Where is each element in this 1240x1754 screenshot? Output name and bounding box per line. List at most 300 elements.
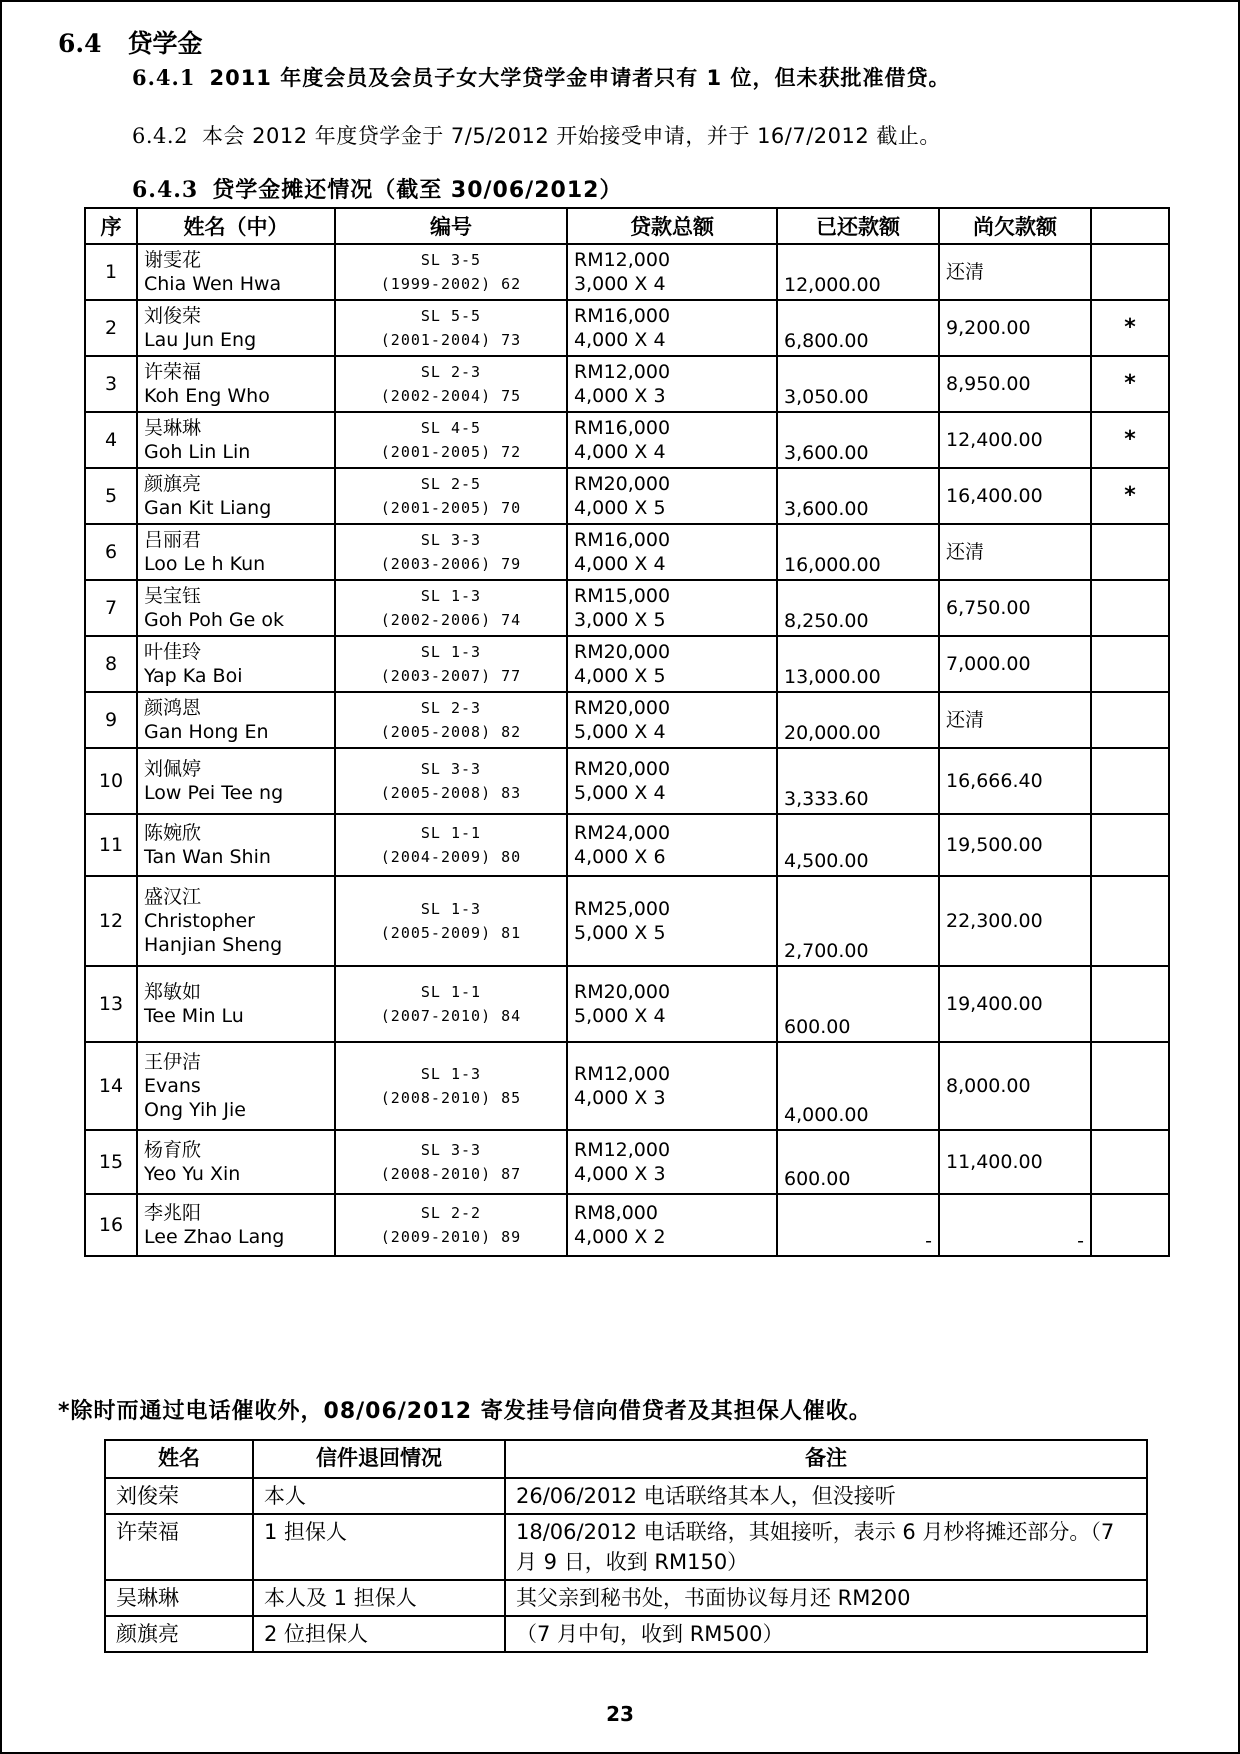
amount-paid-value: 600.00 xyxy=(784,1016,851,1038)
borrower-name xyxy=(137,356,335,412)
amount-paid-value: 3,600.00 xyxy=(784,498,869,520)
code-period: (2007-2010) 84 xyxy=(380,1007,522,1025)
loan-total xyxy=(567,580,777,636)
loan-table-body xyxy=(85,244,1169,1256)
amount-paid-value: 12,000.00 xyxy=(784,274,881,296)
remark: 26/06/2012 电话联络其本人，但没接听 xyxy=(505,1478,1147,1514)
table-row xyxy=(85,580,1169,636)
total-amount: RM20,000 xyxy=(574,697,671,719)
code-period: (2001-2005) 70 xyxy=(380,499,522,517)
loan-code xyxy=(335,1130,567,1194)
installment-plan: 4,000 X 3 xyxy=(574,1163,666,1185)
loan-total xyxy=(567,412,777,468)
table-row xyxy=(85,412,1169,468)
amount-paid-value: 2,700.00 xyxy=(784,940,869,962)
reminder-mark xyxy=(1091,1130,1169,1194)
total-amount: RM16,000 xyxy=(574,305,671,327)
code-series: SL 2-3 xyxy=(420,699,482,717)
reminder-mark: * xyxy=(1091,356,1169,412)
table-row xyxy=(85,692,1169,748)
installment-plan: 4,000 X 5 xyxy=(574,665,666,687)
total-amount: RM12,000 xyxy=(574,1139,671,1161)
name-english: Goh Poh Ge ok xyxy=(144,609,284,631)
row-number: 11 xyxy=(85,814,137,876)
header-total: 贷款总额 xyxy=(567,208,777,244)
amount-paid xyxy=(777,468,939,524)
header-no: 序 xyxy=(85,208,137,244)
amount-paid xyxy=(777,412,939,468)
amount-paid xyxy=(777,748,939,814)
borrower-name xyxy=(137,580,335,636)
code-period: (2003-2006) 79 xyxy=(380,555,522,573)
borrower-name xyxy=(137,300,335,356)
borrower-name: 吴琳琳 xyxy=(105,1580,253,1616)
row-number: 8 xyxy=(85,636,137,692)
balance-due-value: 还清 xyxy=(946,541,985,563)
name-chinese: 颜旗亮 xyxy=(144,473,202,495)
balance-due-value: 12,400.00 xyxy=(946,429,1043,451)
name-english: Chia Wen Hwa xyxy=(144,273,282,295)
borrower-name xyxy=(137,692,335,748)
loan-code xyxy=(335,1042,567,1130)
table-row xyxy=(105,1478,1147,1514)
row-number: 9 xyxy=(85,692,137,748)
row-number: 5 xyxy=(85,468,137,524)
section-heading xyxy=(58,24,203,60)
loan-code xyxy=(335,580,567,636)
borrower-name xyxy=(137,412,335,468)
balance-due xyxy=(939,966,1091,1042)
installment-plan: 5,000 X 4 xyxy=(574,1005,666,1027)
balance-due-value: 还清 xyxy=(946,709,985,731)
loan-total xyxy=(567,636,777,692)
amount-paid-value: 13,000.00 xyxy=(784,666,881,688)
installment-plan: 4,000 X 3 xyxy=(574,1087,666,1109)
name-english: Lee Zhao Lang xyxy=(144,1226,285,1248)
name-english: Ong Yih Jie xyxy=(144,1099,246,1121)
balance-due xyxy=(939,748,1091,814)
table-row xyxy=(85,876,1169,966)
name-english: Tee Min Lu xyxy=(144,1005,244,1027)
amount-paid xyxy=(777,692,939,748)
name-chinese: 王伊洁 xyxy=(144,1051,202,1073)
loan-code xyxy=(335,636,567,692)
reminder-mark xyxy=(1091,1194,1169,1256)
code-period: (2005-2009) 81 xyxy=(380,924,522,942)
code-period: (2008-2010) 85 xyxy=(380,1089,522,1107)
code-period: (2001-2005) 72 xyxy=(380,443,522,461)
reminder-mark xyxy=(1091,692,1169,748)
code-series: SL 1-3 xyxy=(420,1065,482,1083)
borrower-name xyxy=(137,1042,335,1130)
row-number: 4 xyxy=(85,412,137,468)
name-english: Christopher xyxy=(144,910,255,932)
name-chinese: 郑敏如 xyxy=(144,981,202,1003)
borrower-name: 颜旗亮 xyxy=(105,1616,253,1652)
name-chinese: 叶佳玲 xyxy=(144,641,202,663)
balance-due xyxy=(939,244,1091,300)
loan-code xyxy=(335,692,567,748)
name-chinese: 吴琳琳 xyxy=(144,417,202,439)
loan-total xyxy=(567,814,777,876)
paragraph-number: 6.4.1 xyxy=(132,65,196,90)
table-row xyxy=(85,814,1169,876)
row-number: 3 xyxy=(85,356,137,412)
name-english: Koh Eng Who xyxy=(144,385,270,407)
name-chinese: 盛汉江 xyxy=(144,886,202,908)
loan-code xyxy=(335,1194,567,1256)
loan-total xyxy=(567,356,777,412)
code-period: (2009-2010) 89 xyxy=(380,1228,522,1246)
code-period: (1999-2002) 62 xyxy=(380,275,522,293)
name-chinese: 刘俊荣 xyxy=(144,305,202,327)
loan-total xyxy=(567,1194,777,1256)
row-number: 14 xyxy=(85,1042,137,1130)
loan-code xyxy=(335,300,567,356)
reminder-mark xyxy=(1091,244,1169,300)
letter-status: 2 位担保人 xyxy=(253,1616,505,1652)
balance-due-value: 16,666.40 xyxy=(946,770,1043,792)
reminder-mark: * xyxy=(1091,468,1169,524)
balance-due xyxy=(939,300,1091,356)
installment-plan: 4,000 X 4 xyxy=(574,329,666,351)
name-english: Hanjian Sheng xyxy=(144,934,283,956)
balance-due xyxy=(939,412,1091,468)
header-paid: 已还款额 xyxy=(777,208,939,244)
name-english: Lau Jun Eng xyxy=(144,329,257,351)
amount-paid xyxy=(777,300,939,356)
amount-paid-value: 3,050.00 xyxy=(784,386,869,408)
row-number: 13 xyxy=(85,966,137,1042)
table-row xyxy=(105,1580,1147,1616)
loan-total xyxy=(567,692,777,748)
remark: 18/06/2012 电话联络，其姐接听，表示 6 月杪将摊还部分。（7 月 9 日，收到 RM150） xyxy=(505,1514,1147,1580)
name-english: Yeo Yu Xin xyxy=(144,1163,241,1185)
reminder-mark xyxy=(1091,580,1169,636)
code-series: SL 3-3 xyxy=(420,531,482,549)
borrower-name xyxy=(137,636,335,692)
balance-due xyxy=(939,524,1091,580)
table-row xyxy=(85,300,1169,356)
balance-due xyxy=(939,580,1091,636)
header-name: 姓名 xyxy=(105,1440,253,1478)
letter-status: 1 担保人 xyxy=(253,1514,505,1580)
loan-total xyxy=(567,244,777,300)
total-amount: RM25,000 xyxy=(574,898,671,920)
code-series: SL 3-3 xyxy=(420,1141,482,1159)
balance-due-value: 8,000.00 xyxy=(946,1075,1031,1097)
code-period: (2002-2006) 74 xyxy=(380,611,522,629)
amount-paid-value: 600.00 xyxy=(784,1168,851,1190)
total-amount: RM20,000 xyxy=(574,641,671,663)
loan-total xyxy=(567,300,777,356)
loan-total xyxy=(567,966,777,1042)
loan-code xyxy=(335,748,567,814)
code-series: SL 1-3 xyxy=(420,643,482,661)
installment-plan: 4,000 X 6 xyxy=(574,846,666,868)
paragraph-number: 6.4.2 xyxy=(132,124,188,148)
name-chinese: 谢雯花 xyxy=(144,249,202,271)
amount-paid-value: 4,000.00 xyxy=(784,1104,869,1126)
amount-paid-value: - xyxy=(925,1230,932,1252)
amount-paid-value: 20,000.00 xyxy=(784,722,881,744)
balance-due-value: 还清 xyxy=(946,261,985,283)
table-row xyxy=(85,748,1169,814)
installment-plan: 3,000 X 5 xyxy=(574,609,666,631)
borrower-name xyxy=(137,814,335,876)
balance-due xyxy=(939,1194,1091,1256)
name-english: Loo Le h Kun xyxy=(144,553,266,575)
name-chinese: 杨育欣 xyxy=(144,1139,202,1161)
row-number: 1 xyxy=(85,244,137,300)
balance-due-value: 7,000.00 xyxy=(946,653,1031,675)
borrower-name xyxy=(137,468,335,524)
installment-plan: 4,000 X 4 xyxy=(574,553,666,575)
total-amount: RM20,000 xyxy=(574,473,671,495)
code-period: (2005-2008) 82 xyxy=(380,723,522,741)
name-chinese: 李兆阳 xyxy=(144,1202,202,1224)
code-series: SL 2-3 xyxy=(420,363,482,381)
paragraph-6-4-1 xyxy=(132,62,950,92)
name-english: Gan Kit Liang xyxy=(144,497,272,519)
balance-due-value: 8,950.00 xyxy=(946,373,1031,395)
reminder-mark: * xyxy=(1091,300,1169,356)
installment-plan: 4,000 X 3 xyxy=(574,385,666,407)
table-row xyxy=(85,468,1169,524)
header-remark: 备注 xyxy=(505,1440,1147,1478)
balance-due xyxy=(939,692,1091,748)
name-english: Evans xyxy=(144,1075,201,1097)
code-period: (2002-2004) 75 xyxy=(380,387,522,405)
table-row xyxy=(85,524,1169,580)
code-series: SL 1-3 xyxy=(420,900,482,918)
code-series: SL 1-1 xyxy=(420,824,482,842)
amount-paid xyxy=(777,966,939,1042)
loan-total xyxy=(567,1042,777,1130)
balance-due-value: 11,400.00 xyxy=(946,1151,1043,1173)
loan-code xyxy=(335,876,567,966)
name-english: Yap Ka Boi xyxy=(144,665,243,687)
reminder-mark xyxy=(1091,748,1169,814)
letter-status: 本人 xyxy=(253,1478,505,1514)
header-mark xyxy=(1091,208,1169,244)
table-row xyxy=(85,1130,1169,1194)
name-english: Low Pei Tee ng xyxy=(144,782,284,804)
loan-code xyxy=(335,356,567,412)
paragraph-number: 6.4.3 xyxy=(132,177,199,203)
name-chinese: 刘佩婷 xyxy=(144,758,202,780)
borrower-name xyxy=(137,876,335,966)
row-number: 6 xyxy=(85,524,137,580)
amount-paid-value: 6,800.00 xyxy=(784,330,869,352)
balance-due xyxy=(939,636,1091,692)
table-row xyxy=(85,636,1169,692)
borrower-name xyxy=(137,748,335,814)
borrower-name: 许荣福 xyxy=(105,1514,253,1580)
loan-total xyxy=(567,524,777,580)
amount-paid xyxy=(777,580,939,636)
total-amount: RM20,000 xyxy=(574,758,671,780)
name-english: Gan Hong En xyxy=(144,721,269,743)
code-series: SL 2-2 xyxy=(420,1204,482,1222)
reminder-mark xyxy=(1091,876,1169,966)
loan-total xyxy=(567,748,777,814)
amount-paid xyxy=(777,356,939,412)
name-chinese: 陈婉欣 xyxy=(144,822,202,844)
code-series: SL 2-5 xyxy=(420,475,482,493)
borrower-name xyxy=(137,244,335,300)
loan-code xyxy=(335,966,567,1042)
table-row xyxy=(85,966,1169,1042)
loan-code xyxy=(335,524,567,580)
name-chinese: 颜鸿恩 xyxy=(144,697,202,719)
amount-paid xyxy=(777,1042,939,1130)
total-amount: RM12,000 xyxy=(574,249,671,271)
code-period: (2005-2008) 83 xyxy=(380,784,522,802)
loan-code xyxy=(335,468,567,524)
name-english: Goh Lin Lin xyxy=(144,441,251,463)
letter-status: 本人及 1 担保人 xyxy=(253,1580,505,1616)
installment-plan: 5,000 X 4 xyxy=(574,782,666,804)
total-amount: RM12,000 xyxy=(574,361,671,383)
remark: 其父亲到秘书处，书面协议每月还 RM200 xyxy=(505,1580,1147,1616)
name-chinese: 许荣福 xyxy=(144,361,202,383)
borrower-name xyxy=(137,966,335,1042)
borrower-name xyxy=(137,524,335,580)
reminder-mark xyxy=(1091,1042,1169,1130)
row-number: 12 xyxy=(85,876,137,966)
balance-due-value: 6,750.00 xyxy=(946,597,1031,619)
balance-due xyxy=(939,468,1091,524)
paragraph-text: 2011 年度会员及会员子女大学贷学金申请者只有 1 位，但未获批准借贷。 xyxy=(209,66,951,90)
table-row xyxy=(105,1514,1147,1580)
balance-due xyxy=(939,814,1091,876)
loan-total xyxy=(567,1130,777,1194)
code-series: SL 1-1 xyxy=(420,983,482,1001)
amount-paid xyxy=(777,636,939,692)
paragraph-6-4-2 xyxy=(132,120,941,150)
row-number: 10 xyxy=(85,748,137,814)
table-row xyxy=(85,1042,1169,1130)
table-row xyxy=(85,1194,1169,1256)
balance-due-value: 22,300.00 xyxy=(946,910,1043,932)
loan-code xyxy=(335,244,567,300)
amount-paid-value: 3,333.60 xyxy=(784,788,869,810)
collection-note: *除时而通过电话催收外，08/06/2012 寄发挂号信向借贷者及其担保人催收。 xyxy=(58,1399,872,1424)
borrower-name: 刘俊荣 xyxy=(105,1478,253,1514)
row-number: 16 xyxy=(85,1194,137,1256)
row-number: 7 xyxy=(85,580,137,636)
installment-plan: 4,000 X 2 xyxy=(574,1226,666,1248)
amount-paid xyxy=(777,524,939,580)
borrower-name xyxy=(137,1194,335,1256)
loan-total xyxy=(567,468,777,524)
section-number: 6.4 xyxy=(58,29,102,58)
code-series: SL 3-3 xyxy=(420,760,482,778)
paragraph-6-4-3 xyxy=(132,173,622,204)
amount-paid xyxy=(777,244,939,300)
amount-paid xyxy=(777,1194,939,1256)
reminder-mark xyxy=(1091,524,1169,580)
code-period: (2003-2007) 77 xyxy=(380,667,522,685)
total-amount: RM20,000 xyxy=(574,981,671,1003)
total-amount: RM16,000 xyxy=(574,417,671,439)
name-chinese: 吴宝钰 xyxy=(144,585,202,607)
remark: （7 月中旬，收到 RM500） xyxy=(505,1616,1147,1652)
section-title: 贷学金 xyxy=(127,29,203,58)
row-number: 2 xyxy=(85,300,137,356)
code-series: SL 3-5 xyxy=(420,251,482,269)
balance-due-value: 19,400.00 xyxy=(946,993,1043,1015)
table-row xyxy=(85,356,1169,412)
row-number: 15 xyxy=(85,1130,137,1194)
amount-paid xyxy=(777,876,939,966)
page-number: 23 xyxy=(606,1702,634,1726)
returned-letters-body xyxy=(105,1478,1147,1652)
balance-due-value: - xyxy=(1077,1230,1084,1252)
balance-due-value: 16,400.00 xyxy=(946,485,1043,507)
reminder-mark xyxy=(1091,966,1169,1042)
balance-due xyxy=(939,1042,1091,1130)
code-period: (2008-2010) 87 xyxy=(380,1165,522,1183)
total-amount: RM8,000 xyxy=(574,1202,658,1224)
balance-due-value: 9,200.00 xyxy=(946,317,1031,339)
returned-letters-table xyxy=(104,1439,1148,1653)
amount-paid-value: 16,000.00 xyxy=(784,554,881,576)
paragraph-text: 贷学金摊还情况（截至 30/06/2012） xyxy=(212,178,623,203)
balance-due-value: 19,500.00 xyxy=(946,834,1043,856)
total-amount: RM15,000 xyxy=(574,585,671,607)
installment-plan: 3,000 X 4 xyxy=(574,273,666,295)
loan-total xyxy=(567,876,777,966)
loan-repayment-table xyxy=(84,207,1170,1257)
installment-plan: 4,000 X 5 xyxy=(574,497,666,519)
balance-due xyxy=(939,876,1091,966)
code-series: SL 1-3 xyxy=(420,587,482,605)
amount-paid-value: 3,600.00 xyxy=(784,442,869,464)
total-amount: RM24,000 xyxy=(574,822,671,844)
reminder-mark xyxy=(1091,814,1169,876)
code-period: (2004-2009) 80 xyxy=(380,848,522,866)
installment-plan: 5,000 X 5 xyxy=(574,922,666,944)
table-row xyxy=(105,1616,1147,1652)
reminder-mark xyxy=(1091,636,1169,692)
name-chinese: 吕丽君 xyxy=(144,529,202,551)
total-amount: RM12,000 xyxy=(574,1063,671,1085)
code-series: SL 4-5 xyxy=(420,419,482,437)
balance-due xyxy=(939,1130,1091,1194)
name-english: Tan Wan Shin xyxy=(144,846,271,868)
total-amount: RM16,000 xyxy=(574,529,671,551)
borrower-name xyxy=(137,1130,335,1194)
reminder-mark: * xyxy=(1091,412,1169,468)
amount-paid-value: 4,500.00 xyxy=(784,850,869,872)
loan-code xyxy=(335,412,567,468)
header-name: 姓名（中） xyxy=(137,208,335,244)
header-letter-status: 信件退回情况 xyxy=(253,1440,505,1478)
header-balance: 尚欠款额 xyxy=(939,208,1091,244)
amount-paid xyxy=(777,1130,939,1194)
code-series: SL 5-5 xyxy=(420,307,482,325)
paragraph-text: 本会 2012 年度贷学金于 7/5/2012 开始接受申请，并于 16/7/2012 截止。 xyxy=(201,124,941,148)
balance-due xyxy=(939,356,1091,412)
loan-code xyxy=(335,814,567,876)
installment-plan: 5,000 X 4 xyxy=(574,721,666,743)
amount-paid-value: 8,250.00 xyxy=(784,610,869,632)
table-row xyxy=(85,244,1169,300)
table-header-row xyxy=(85,208,1169,244)
amount-paid xyxy=(777,814,939,876)
